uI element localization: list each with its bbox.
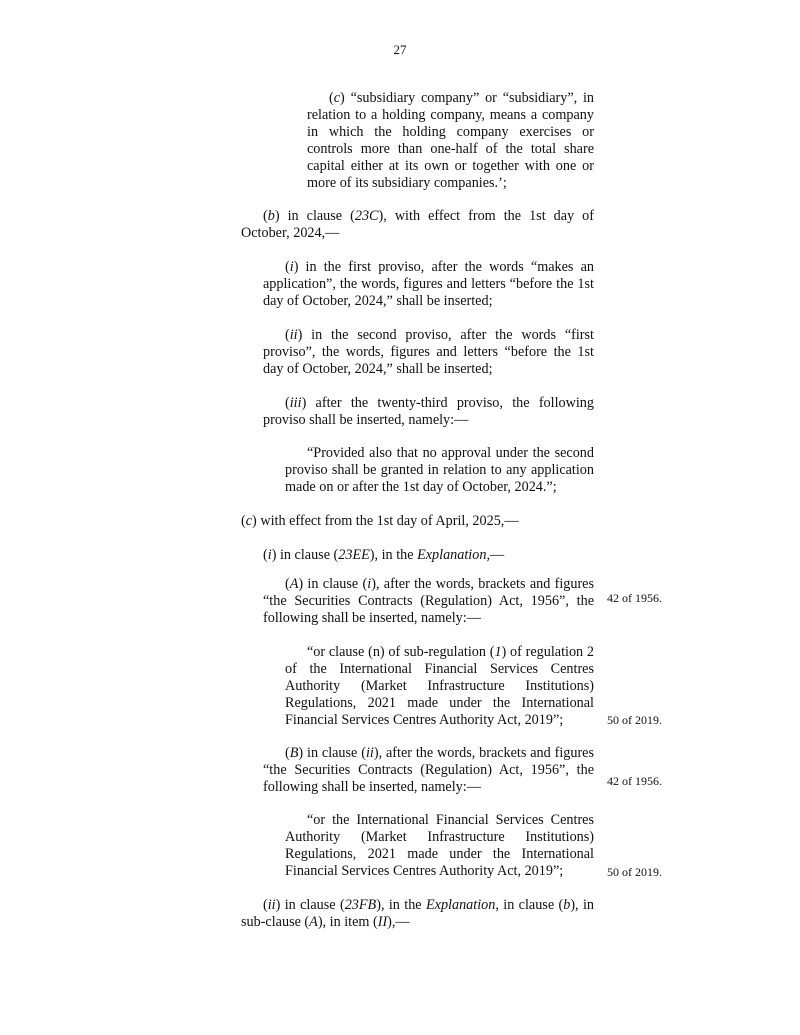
margin-note-act-2019: 50 of 2019. [607, 713, 662, 727]
item-a-clause-i: (A) in clause (i), after the words, brackets and figures “the Securities Contracts (Regulation) Act, 1956”, the following shall be inserted, namely:— [263, 576, 595, 626]
page-number: 27 [393, 42, 407, 57]
sub-clause-ii-23fb: (ii) in clause (23FB), in the Explanation, in clause (b), in sub-clause (A), in item (II),— [241, 897, 595, 930]
item-b-clause-ii: (B) in clause (ii), after the words, brackets and figures “the Securities Contracts (Regulation) Act, 1956”, the following shall be inserted, namely:— [263, 745, 595, 795]
clause-b-23c: (b) in clause (23C), with effect from the 1st day of October, 2024,— [241, 208, 595, 241]
sub-clause-ii-second-proviso: (ii) in the second proviso, after the words “first proviso”, the words, figures and letters “before the 1st day of October, 2024,” shall be inserted; [263, 327, 594, 377]
margin-note-act-1956: 42 of 1956. [607, 591, 662, 605]
clause-c-april-2025: (c) with effect from the 1st day of April, 2025,— [241, 513, 519, 529]
margin-note-act-2019: 50 of 2019. [607, 865, 662, 879]
margin-note-act-1956: 42 of 1956. [607, 774, 662, 788]
sub-clause-iii-twenty-third-proviso: (iii) after the twenty-third proviso, the following proviso shall be inserted, namely:— [263, 395, 594, 428]
sub-clause-i-first-proviso: (i) in the first proviso, after the words “makes an application”, the words, figures and letters “before the 1st day of October, 2024,” shall be inserted; [263, 259, 594, 309]
inserted-text-regulation: “or clause (n) of sub-regulation (1) of regulation 2 of the International Financial Services Centres Authority (Market Infrastructure Institutions) Regulations, 2021 made under the International Financial Services Centres Authority Act, 2019”; [285, 644, 595, 728]
inserted-proviso-text: “Provided also that no approval under the second proviso shall be granted in relation to any application made on or after the 1st day of October, 2024.”; [285, 445, 594, 495]
inserted-text-regulations-2021: “or the International Financial Services Centres Authority (Market Infrastructure Institutions) Regulations, 2021 made under the International Financial Services Centres Authority Act, 2019”; [285, 812, 594, 879]
sub-clause-i-23ee: (i) in clause (23EE), in the Explanation,— [263, 547, 505, 563]
clause-c-subsidiary-company: (c) “subsidiary company” or “subsidiary”, in relation to a holding company, means a company in which the holding company exercises or controls more than one-half of the total share capital either at its own or together with one or more of its subsidiary companies.’; [307, 90, 594, 191]
